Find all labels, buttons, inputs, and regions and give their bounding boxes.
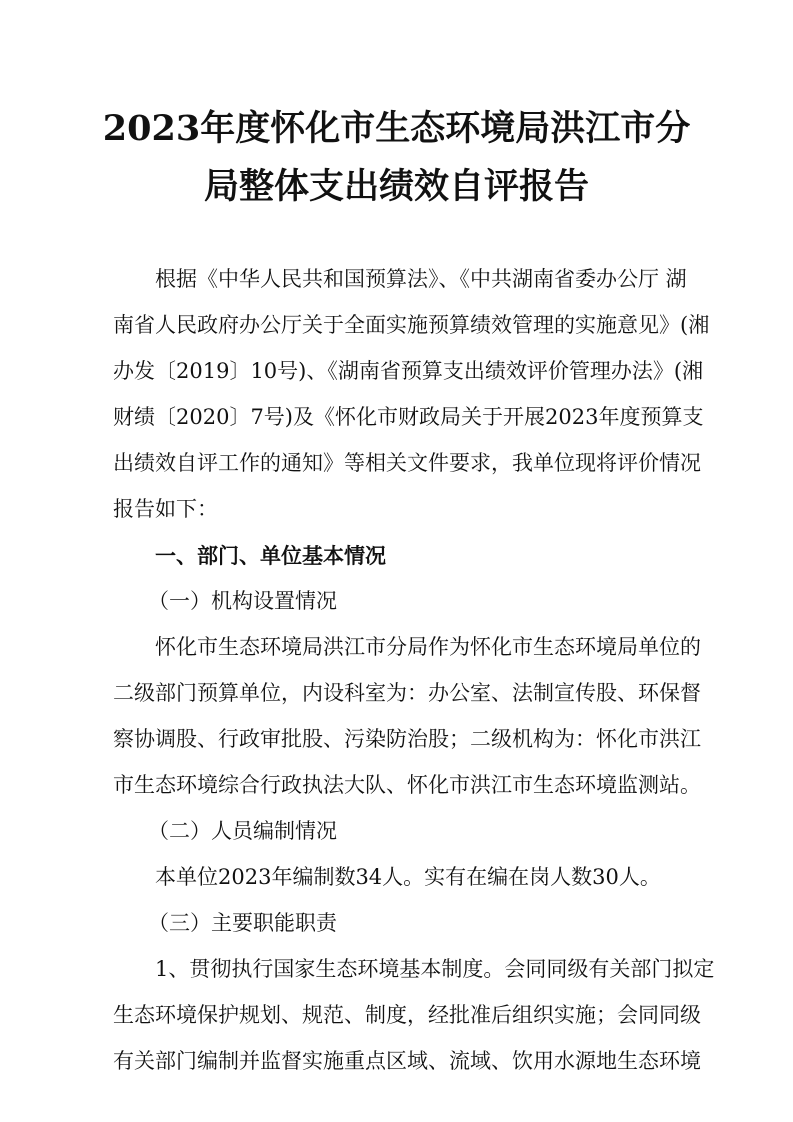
- body-line: 1、贯彻执行国家生态环境基本制度。会同同级有关部门拟定: [155, 957, 715, 981]
- document-title-line-1: 2023年度怀化市生态环境局洪江市分: [102, 108, 691, 149]
- intro-line: 出绩效自评工作的通知》等相关文件要求，我单位现将评价情况: [113, 451, 701, 475]
- intro-line: 办发〔2019〕10号)、《湖南省预算支出绩效评价管理办法》(湘: [113, 359, 704, 383]
- section-heading: 一、部门、单位基本情况: [155, 543, 386, 568]
- subsection-heading: （三）主要职能职责: [148, 911, 337, 935]
- intro-line: 根据《中华人民共和国预算法》、《中共湖南省委办公厅 湖: [155, 267, 687, 291]
- intro-line: 南省人民政府办公厅关于全面实施预算绩效管理的实施意见》(湘: [113, 313, 710, 337]
- body-line: 本单位2023年编制数34人。实有在编在岗人数30人。: [155, 865, 661, 889]
- intro-line: 财绩〔2020〕7号)及《怀化市财政局关于开展2023年度预算支: [113, 405, 704, 429]
- subsection-heading: （二）人员编制情况: [148, 819, 337, 843]
- intro-line: 报告如下：: [113, 497, 218, 521]
- body-line: 二级部门预算单位，内设科室为：办公室、法制宣传股、环保督: [113, 681, 701, 705]
- body-line: 生态环境保护规划、规范、制度，经批准后组织实施；会同同级: [113, 1003, 701, 1027]
- document-title-line-2: 局整体支出绩效自评报告: [203, 166, 589, 207]
- body-line: 怀化市生态环境局洪江市分局作为怀化市生态环境局单位的: [155, 635, 701, 659]
- body-line: 市生态环境综合行政执法大队、怀化市洪江市生态环境监测站。: [113, 773, 701, 797]
- body-line: 有关部门编制并监督实施重点区域、流域、饮用水源地生态环境: [113, 1049, 701, 1073]
- subsection-heading: （一）机构设置情况: [148, 589, 337, 613]
- body-line: 察协调股、行政审批股、污染防治股；二级机构为：怀化市洪江: [113, 727, 701, 751]
